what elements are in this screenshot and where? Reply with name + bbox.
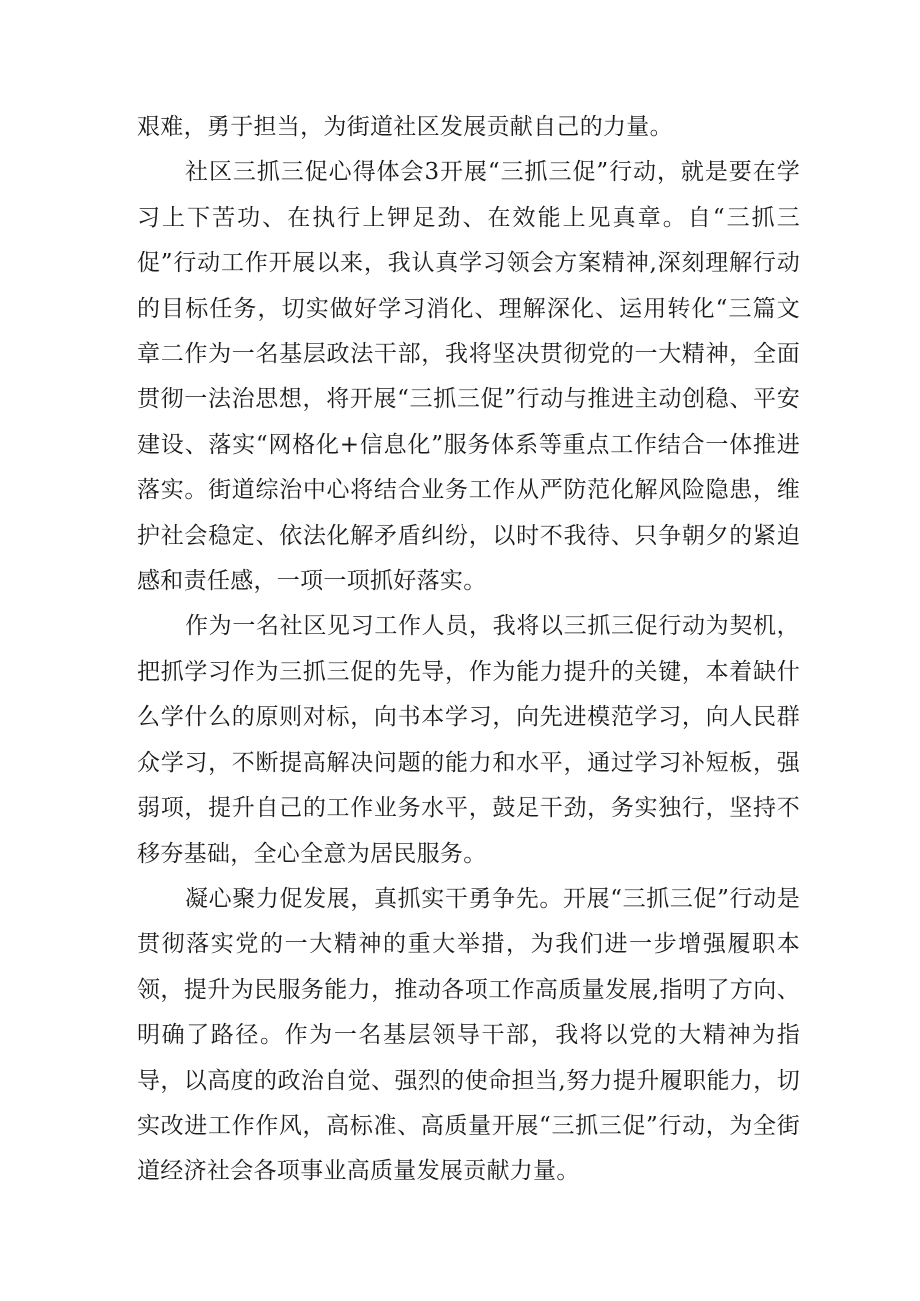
paragraph-2: 社区三抓三促心得体会3开展“三抓三促”行动，就是要在学习上下苦功、在执行上钾足劲、在效能上见真章。自“三抓三促”行动工作开展以来，我认真学习领会方案精神,深刻理解行动的目标任务，切实做好学习消化、理解深化、运用转化“三篇文章二作为一名基层政法干部，我将坚决贯彻党的一大精神，全面贯彻一法治思想，将开展“三抓三促”行动与推进主动创稳、平安建设、落实“网格化+信息化”服务体系等重点工作结合一体推进落实。街道综治中心将结合业务工作从严防范化解风险隐患，维护社会稳定、依法化解矛盾纠纷，以时不我待、只争朝夕的紧迫感和责任感，一项一项抓好落实。 bbox=[137, 159, 800, 595]
paragraph-1: 艰难，勇于担当，为街道社区发展贡献自己的力量。 bbox=[137, 114, 673, 140]
paragraph-3: 作为一名社区见习工作人员，我将以三抓三促行动为契机，把抓学习作为三抓三促的先导，作为能力提升的关键，本着缺什么学什么的原则对标，向书本学习，向先进模范学习，向人民群众学习，不断提高解决问题的能力和水平，通过学习补短板，强弱项，提升自己的工作业务水平，鼓足干劲，务实独行，坚持不移夯基础，全心全意为居民服务。 bbox=[137, 613, 800, 867]
paragraph-4: 凝心聚力促发展，真抓实干勇争先。开展“三抓三促”行动是贯彻落实党的一大精神的重大举措，为我们进一步增强履职本领，提升为民服务能力，推动各项工作高质量发展,指明了方向、明确了路径。作为一名基层领导干部，我将以党的大精神为指导，以高度的政治自觉、强烈的使命担当,努力提升履职能力，切实改进工作作风，高标准、高质量开展“三抓三促”行动，为全街道经济社会各项事业高质量发展贡献力量。 bbox=[137, 885, 800, 1185]
